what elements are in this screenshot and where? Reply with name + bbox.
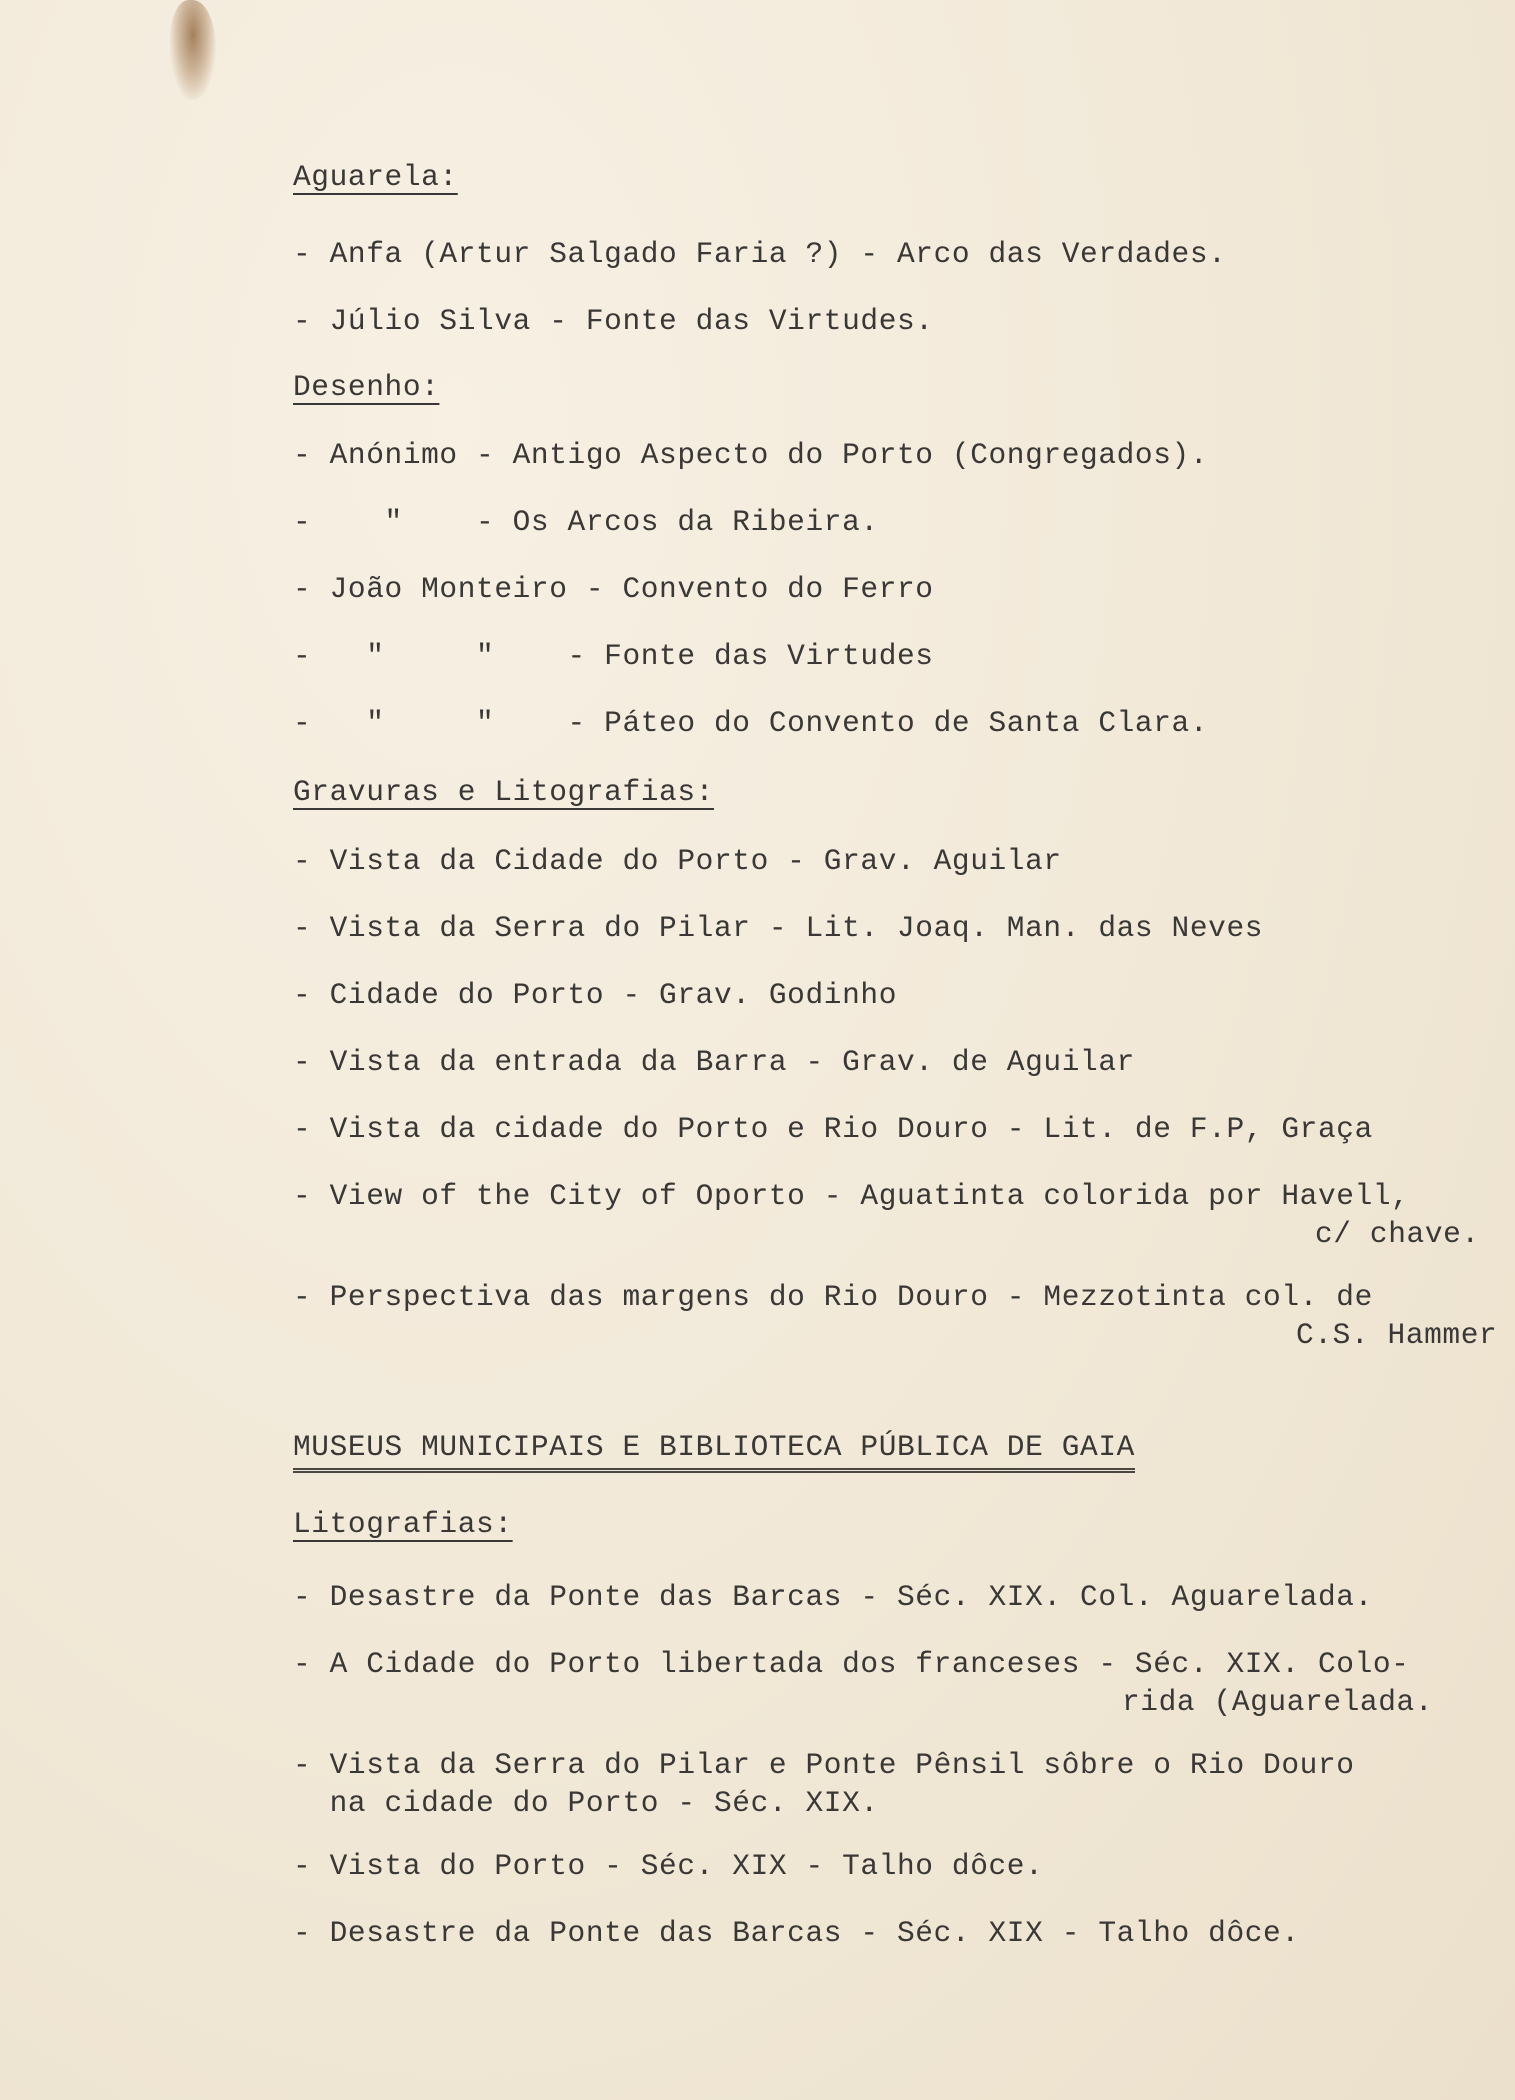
list-item-continuation: C.S. Hammer (1296, 1318, 1498, 1352)
list-item: - Anfa (Artur Salgado Faria ?) - Arco das Verdades. (293, 237, 1227, 271)
section-heading-gravuras: Gravuras e Litografias: (293, 775, 714, 809)
list-item: - Vista do Porto - Séc. XIX - Talho dôce. (293, 1849, 1044, 1883)
list-item: - Júlio Silva - Fonte das Virtudes. (293, 304, 934, 338)
list-item: - Vista da Serra do Pilar - Lit. Joaq. Man. das Neves (293, 911, 1264, 945)
section-heading-desenho: Desenho: (293, 370, 440, 404)
list-item-continuation: na cidade do Porto - Séc. XIX. (293, 1786, 879, 1820)
paper-stain (170, 0, 216, 100)
list-item: - View of the City of Oporto - Aguatinta colorida por Havell, (293, 1179, 1410, 1213)
list-item: - Vista da Serra do Pilar e Ponte Pênsil sôbre o Rio Douro (293, 1748, 1355, 1782)
list-item: - Desastre da Ponte das Barcas - Séc. XIX. Col. Aguarelada. (293, 1580, 1373, 1614)
list-item-continuation: rida (Aguarelada. (1122, 1685, 1434, 1719)
list-item: - Vista da Cidade do Porto - Grav. Aguilar (293, 844, 1062, 878)
list-item: - " " - Páteo do Convento de Santa Clara. (293, 706, 1209, 740)
list-item: - Cidade do Porto - Grav. Godinho (293, 978, 897, 1012)
list-item: - " " - Fonte das Virtudes (293, 639, 934, 673)
list-item: - " - Os Arcos da Ribeira. (293, 505, 879, 539)
list-item-continuation: c/ chave. (1315, 1217, 1480, 1251)
list-item: - Perspectiva das margens do Rio Douro - Mezzotinta col. de (293, 1280, 1373, 1314)
section-heading-aguarela: Aguarela: (293, 160, 458, 194)
list-item: - Vista da cidade do Porto e Rio Douro - Lit. de F.P, Graça (293, 1112, 1373, 1146)
list-item: - Vista da entrada da Barra - Grav. de Aguilar (293, 1045, 1135, 1079)
list-item: - A Cidade do Porto libertada dos franceses - Séc. XIX. Colo- (293, 1647, 1410, 1681)
list-item: - Desastre da Ponte das Barcas - Séc. XIX - Talho dôce. (293, 1916, 1300, 1950)
list-item: - João Monteiro - Convento do Ferro (293, 572, 934, 606)
section-heading-litografias: Litografias: (293, 1507, 513, 1541)
list-item: - Anónimo - Antigo Aspecto do Porto (Congregados). (293, 438, 1209, 472)
institution-heading: MUSEUS MUNICIPAIS E BIBLIOTECA PÚBLICA DE GAIA (293, 1428, 1135, 1473)
